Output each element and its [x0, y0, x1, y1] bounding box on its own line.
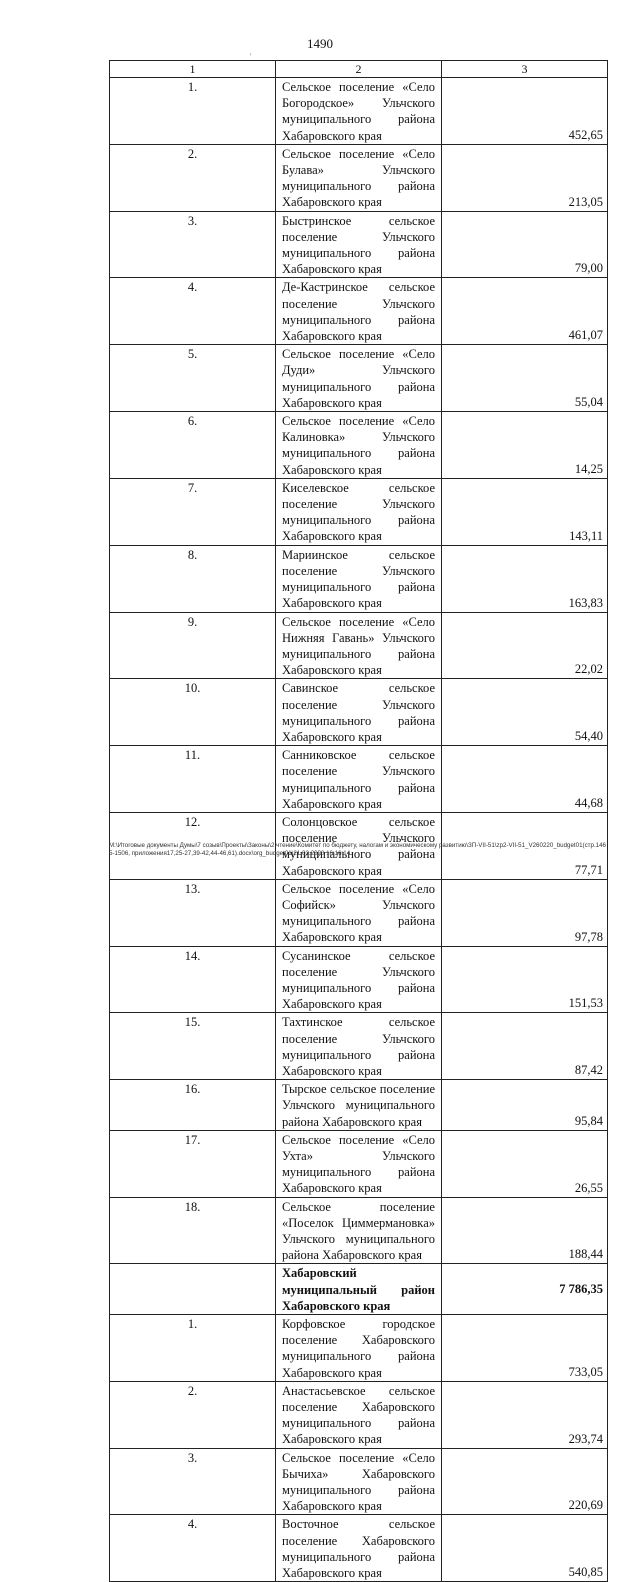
row-value-cell: 77,71	[442, 812, 608, 879]
row-value-cell: 733,05	[442, 1315, 608, 1382]
row-number-cell: 4.	[110, 278, 276, 345]
table-row	[110, 1381, 608, 1448]
row-number-cell: 16.	[110, 1080, 276, 1131]
row-number-cell: 13.	[110, 879, 276, 946]
row-name-cell: Анастасьевское сельское поселение Хабаровского муниципального района Хабаровского края	[276, 1381, 442, 1448]
table-row	[110, 1315, 608, 1382]
row-name-cell: Сельское поселение «Село Софийск» Ульчского муниципального района Хабаровского края	[276, 879, 442, 946]
row-number-cell: 18.	[110, 1197, 276, 1264]
row-number-cell: 5.	[110, 345, 276, 412]
row-value-cell: 540,85	[442, 1515, 608, 1582]
header-col-2: 2	[276, 61, 442, 78]
row-number-cell: 4.	[110, 1515, 276, 1582]
row-number-cell: 7.	[110, 478, 276, 545]
table-row	[110, 1448, 608, 1515]
row-number-cell: 14.	[110, 946, 276, 1013]
page-number: 1490	[307, 36, 333, 51]
row-value-cell: 452,65	[442, 78, 608, 145]
row-number-cell: 1.	[110, 1315, 276, 1382]
header-col-3: 3	[442, 61, 608, 78]
row-value-cell: 188,44	[442, 1197, 608, 1264]
row-value-cell: 22,02	[442, 612, 608, 679]
scan-mark: '	[250, 52, 252, 61]
row-value-cell: 79,00	[442, 211, 608, 278]
row-value-cell: 143,11	[442, 478, 608, 545]
table-header-row	[110, 61, 608, 78]
total-name-cell: Хабаровский муниципальный район Хабаровского края	[276, 1264, 442, 1315]
row-name-cell: Савинское сельское поселение Ульчского муниципального района Хабаровского края	[276, 679, 442, 746]
row-value-cell: 213,05	[442, 144, 608, 211]
table-row	[110, 1515, 608, 1582]
row-name-cell: Тахтинское сельское поселение Ульчского муниципального района Хабаровского края	[276, 1013, 442, 1080]
row-number-cell: 3.	[110, 211, 276, 278]
row-value-cell: 55,04	[442, 345, 608, 412]
table-row	[110, 545, 608, 612]
table-row	[110, 1197, 608, 1264]
total-value-cell: 7 786,35	[442, 1264, 608, 1315]
budget-table	[109, 60, 608, 1582]
row-name-cell: Мариинское сельское поселение Ульчского муниципального района Хабаровского края	[276, 545, 442, 612]
row-value-cell: 87,42	[442, 1013, 608, 1080]
row-value-cell: 293,74	[442, 1381, 608, 1448]
row-number-cell: 2.	[110, 144, 276, 211]
table-total-row	[110, 1264, 608, 1315]
table-row	[110, 278, 608, 345]
table-total-section	[110, 1264, 608, 1315]
table-row	[110, 679, 608, 746]
row-name-cell: Сельское поселение «Поселок Циммермановка» Ульчского муниципального района Хабаровского края	[276, 1197, 442, 1264]
table-row	[110, 78, 608, 145]
row-name-cell: Восточное сельское поселение Хабаровского муниципального района Хабаровского края	[276, 1515, 442, 1582]
row-value-cell: 97,78	[442, 879, 608, 946]
total-number-cell	[110, 1264, 276, 1315]
table-body-ulchsky	[110, 78, 608, 1264]
table-row	[110, 879, 608, 946]
row-name-cell: Быстринское сельское поселение Ульчского муниципального района Хабаровского края	[276, 211, 442, 278]
row-number-cell: 6.	[110, 412, 276, 479]
table-row	[110, 946, 608, 1013]
row-name-cell: Де-Кастринское сельское поселение Ульчского муниципального района Хабаровского края	[276, 278, 442, 345]
row-name-cell: Сельское поселение «Село Булава» Ульчского муниципального района Хабаровского края	[276, 144, 442, 211]
row-name-cell: Сельское поселение «Село Ухта» Ульчского муниципального района Хабаровского края	[276, 1130, 442, 1197]
row-name-cell: Киселевское сельское поселение Ульчского муниципального района Хабаровского края	[276, 478, 442, 545]
row-value-cell: 220,69	[442, 1448, 608, 1515]
row-value-cell: 461,07	[442, 278, 608, 345]
row-name-cell: Корфовское городское поселение Хабаровского муниципального района Хабаровского края	[276, 1315, 442, 1382]
row-value-cell: 26,55	[442, 1130, 608, 1197]
row-value-cell: 163,83	[442, 545, 608, 612]
row-name-cell: Сельское поселение «Село Богородское» Ульчского муниципального района Хабаровского края	[276, 78, 442, 145]
table-row	[110, 612, 608, 679]
row-value-cell: 95,84	[442, 1080, 608, 1131]
header-col-1: 1	[110, 61, 276, 78]
table-row	[110, 211, 608, 278]
table-row	[110, 345, 608, 412]
row-number-cell: 10.	[110, 679, 276, 746]
row-number-cell: 11.	[110, 746, 276, 813]
row-number-cell: 9.	[110, 612, 276, 679]
row-name-cell: Сусанинское сельское поселение Ульчского муниципального района Хабаровского края	[276, 946, 442, 1013]
row-number-cell: 2.	[110, 1381, 276, 1448]
row-number-cell: 3.	[110, 1448, 276, 1515]
row-number-cell: 15.	[110, 1013, 276, 1080]
table-row	[110, 412, 608, 479]
row-number-cell: 17.	[110, 1130, 276, 1197]
row-name-cell: Тырское сельское поселение Ульчского муниципального района Хабаровского края	[276, 1080, 442, 1131]
row-value-cell: 151,53	[442, 946, 608, 1013]
table-row	[110, 144, 608, 211]
row-name-cell: Солонцовское сельское поселение Ульчского муниципального района Хабаровского края	[276, 812, 442, 879]
table-row	[110, 1130, 608, 1197]
row-number-cell: 1.	[110, 78, 276, 145]
table-body-khabarovsky	[110, 1315, 608, 1582]
row-number-cell: 12.	[110, 812, 276, 879]
row-name-cell: Сельское поселение «Село Калиновка» Ульчского муниципального района Хабаровского края	[276, 412, 442, 479]
row-name-cell: Сельское поселение «Село Дуди» Ульчского муниципального района Хабаровского края	[276, 345, 442, 412]
table-row	[110, 746, 608, 813]
row-name-cell: Сельское поселение «Село Нижняя Гавань» Ульчского муниципального района Хабаровского края	[276, 612, 442, 679]
table-row	[110, 1080, 608, 1131]
table-row	[110, 1013, 608, 1080]
row-value-cell: 44,68	[442, 746, 608, 813]
row-value-cell: 54,40	[442, 679, 608, 746]
row-number-cell: 8.	[110, 545, 276, 612]
footer-file-path: M:\Итоговые документы Думы\7 созыв\Проекты\Законы\2 чтение\Комитет по бюджету, налогам и экономическому развитию\ЗП-VII-51\zp2-VII-51_V260220_budget01(стр.1465-1506, приложения17,25-27,39-42,44-46,61).docx\org_budget01\21.02.2020 16:16:14	[109, 842, 606, 857]
table-row	[110, 478, 608, 545]
row-name-cell: Санниковское сельское поселение Ульчского муниципального района Хабаровского края	[276, 746, 442, 813]
row-value-cell: 14,25	[442, 412, 608, 479]
row-name-cell: Сельское поселение «Село Бычиха» Хабаровского муниципального района Хабаровского края	[276, 1448, 442, 1515]
